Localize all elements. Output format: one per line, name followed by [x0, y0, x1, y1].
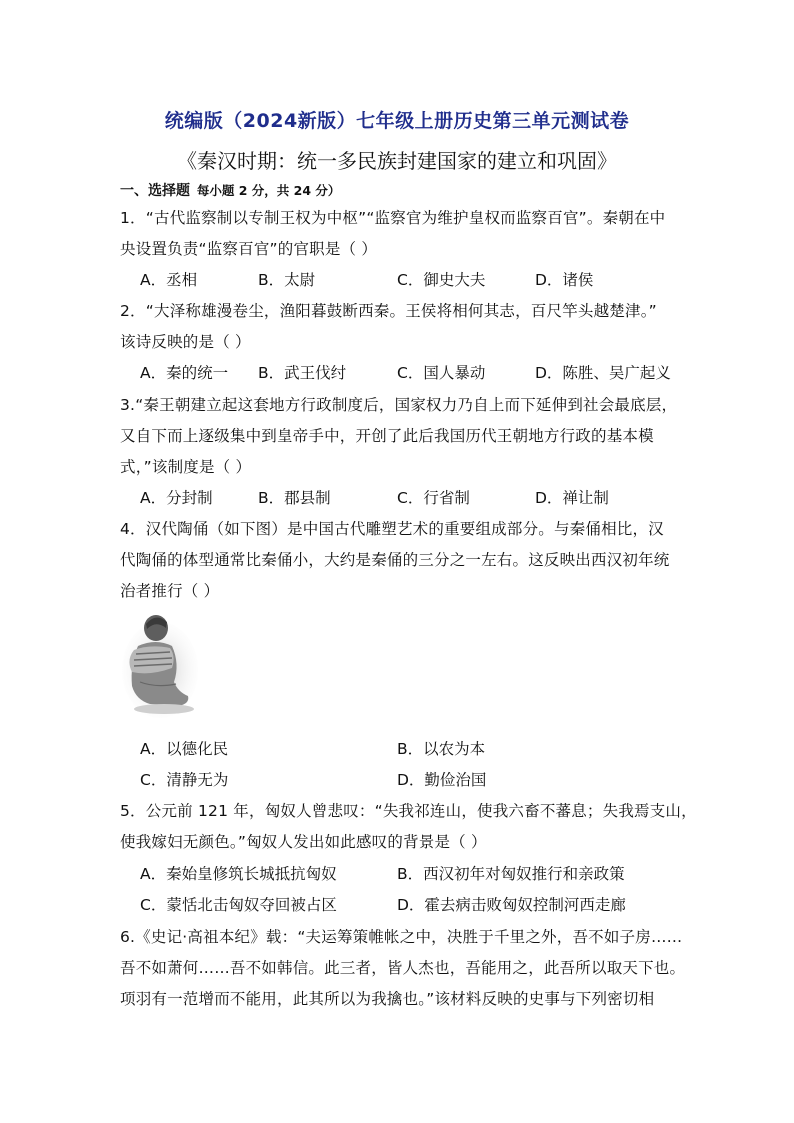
- figurine-illustration: [120, 612, 198, 718]
- question-5-option-d[interactable]: D．霍去病击败匈奴控制河西走廊: [397, 896, 626, 914]
- question-5-line-2: 使我嫁妇无颜色。”匈奴人发出如此感叹的背景是（ ）: [120, 833, 487, 851]
- question-3-option-a[interactable]: A．分封制: [140, 489, 213, 507]
- question-5-option-b[interactable]: B．西汉初年对匈奴推行和亲政策: [397, 865, 625, 883]
- question-3-option-c[interactable]: C．行省制: [397, 489, 470, 507]
- question-2-line-1: 2．“大泽称雄漫卷尘，渔阳暮鼓断西秦。王侯将相何其志，百尺竿头越楚津。”: [120, 302, 657, 320]
- question-1-option-c[interactable]: C．御史大夫: [397, 271, 486, 289]
- question-1-line-2: 央设置负责“监察百官”的官职是（ ）: [120, 240, 378, 258]
- question-4-option-a[interactable]: A．以德化民: [140, 740, 229, 758]
- question-4-option-c[interactable]: C．清静无为: [140, 771, 229, 789]
- question-4-line-1: 4．汉代陶俑（如下图）是中国古代雕塑艺术的重要组成部分。与秦俑相比，汉: [120, 520, 664, 538]
- question-3-option-b[interactable]: B．郡县制: [258, 489, 331, 507]
- question-1-option-a[interactable]: A．丞相: [140, 271, 198, 289]
- section-heading: [120, 180, 340, 200]
- question-6-line-1: 6.《史记·高祖本纪》载：“夫运筹策帷帐之中，决胜于千里之外，吾不如子房……: [120, 928, 683, 946]
- question-5-option-a[interactable]: A．秦始皇修筑长城抵抗匈奴: [140, 865, 337, 883]
- page-title: 统编版（2024新版）七年级上册历史第三单元测试卷: [164, 110, 630, 132]
- question-1-option-b[interactable]: B．太尉: [258, 271, 316, 289]
- question-2-option-a[interactable]: A．秦的统一: [140, 364, 229, 382]
- question-1-option-d[interactable]: D．诸侯: [535, 271, 594, 289]
- question-3-line-2: 又自下而上逐级集中到皇帝手中，开创了此后我国历代王朝地方行政的基本模: [120, 427, 654, 445]
- question-4-line-2: 代陶俑的体型通常比秦俑小，大约是秦俑的三分之一左右。这反映出西汉初年统: [120, 551, 670, 569]
- question-5-option-c[interactable]: C．蒙恬北击匈奴夺回被占区: [140, 896, 337, 914]
- question-1-line-1: 1．“古代监察制以专制王权为中枢”“监察官为维护皇权而监察百官”。秦朝在中: [120, 209, 666, 227]
- question-2-option-c[interactable]: C．国人暴动: [397, 364, 486, 382]
- section-note: 每小题 2 分，共 24 分）: [196, 183, 341, 198]
- terracotta-figurine-image: [120, 612, 198, 718]
- question-6-line-3: 项羽有一范增而不能用，此其所以为我擒也。”该材料反映的史事与下列密切相: [120, 990, 655, 1008]
- question-5-line-1: 5．公元前 121 年，匈奴人曾悲叹：“失我祁连山，使我六畜不蕃息；失我焉支山，: [120, 802, 697, 820]
- question-6-line-2: 吾不如萧何……吾不如韩信。此三者，皆人杰也，吾能用之，此吾所以取天下也。: [120, 959, 686, 977]
- question-3-option-d[interactable]: D．禅让制: [535, 489, 609, 507]
- question-2-option-b[interactable]: B．武王伐纣: [258, 364, 347, 382]
- question-4-option-d[interactable]: D．勤俭治国: [397, 771, 487, 789]
- question-2-line-2: 该诗反映的是（ ）: [120, 333, 251, 351]
- page-subtitle: 《秦汉时期：统一多民族封建国家的建立和巩固》: [177, 149, 617, 173]
- section-label: 一、选择题: [120, 183, 190, 199]
- question-3-line-1: 3.“秦王朝建立起这套地方行政制度后，国家权力乃自上而下延伸到社会最底层，: [120, 396, 678, 414]
- question-4-option-b[interactable]: B．以农为本: [397, 740, 486, 758]
- question-3-line-3: 式，”该制度是（ ）: [120, 458, 252, 476]
- question-2-option-d[interactable]: D．陈胜、吴广起义: [535, 364, 671, 382]
- question-4-line-3: 治者推行（ ）: [120, 582, 220, 600]
